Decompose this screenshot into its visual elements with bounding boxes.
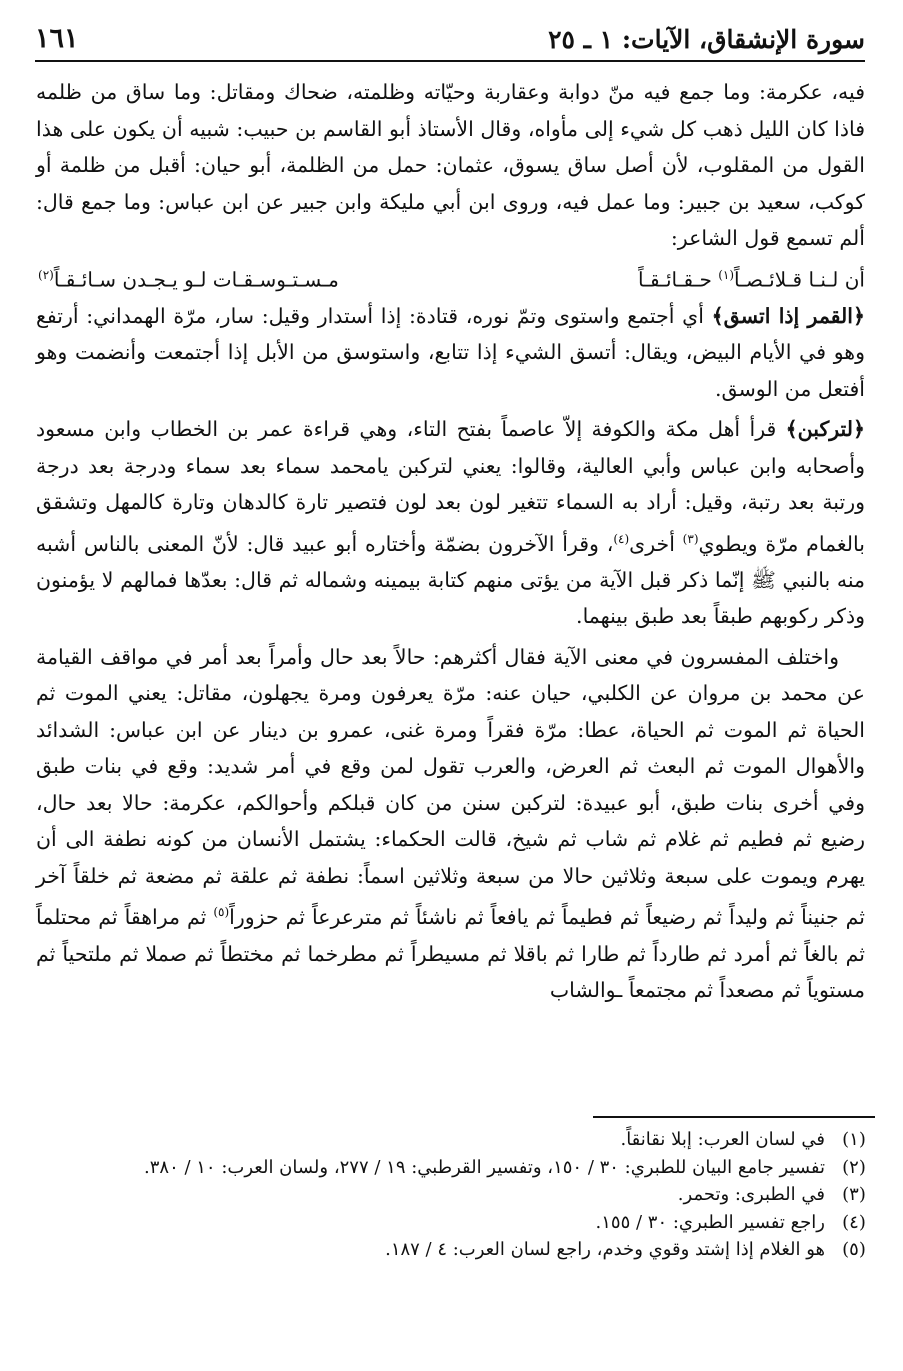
paragraph-2: ﴿القمر إذا اتسق﴾ أي أجتمع واستوى وتمّ نوره، قتادة: إذا أستدار وقيل: سار، مرّة الهمداني: أرتفع وهو في الأيام البيض، ويقال: أتسق الشيء إذا تتابع، واستوسق من الأبل إذا أجتمعت وأنضمت وهو أفتعل من الوسق. [36, 303, 866, 401]
poetry-verse [36, 257, 865, 298]
footnote: (٥) هو الغلام إذا إشتد وقوي وخدم، راجع لسان العرب: ٤ / ١٨٧. [385, 1239, 866, 1260]
footnote-ref-2[interactable]: (٢) [38, 267, 54, 282]
running-title: سورة الإنشقاق، الآيات: ١ ـ ٢٥ [548, 25, 865, 54]
verse-hemistich-right: أن لـنـا قـلائـصـاً$^{(١)}$ حـقـائـقـاً [638, 267, 865, 292]
footnote: (٣) في الطبرى: وتحمر. [677, 1184, 866, 1205]
footnote-ref-1[interactable]: (١) [718, 267, 735, 282]
paragraph-1: فيه، عكرمة: وما جمع فيه منّ دوابة وعقاربة وحيّاته وظلمته، ضحاك ومقاتل: وما ساق من ظلمه فاذا كان الليل ذهب كل شيء إلى مأواه، وقال الأستاذ أبو القاسم بن حبيب: شبيه أن يكون على هذا القول من المقلوب، لأن أصل ساق يسوق، عثمان: حمل من الظلمة، أبو حيان: أقبل من ظلمة أو كوكب، سعيد بن جبير: وما عمل فيه، وروى ابن أبي مليكة وابن جبير عن ابن عباس: وما جمع قال: ألم تسمع قول الشاعر: [36, 80, 865, 250]
main-text [36, 74, 865, 1009]
page-number: ١٦١ [35, 23, 79, 54]
quran-phrase: ﴿لتركبن﴾ [785, 417, 865, 442]
paragraph-4: واختلف المفسرون في معنى الآية فقال أكثرهم: حالاً بعد حال وأمراً بعد أمر في مواقف القيامة عن محمد بن مروان عن الكلبي، حيان عنه: مرّة يعرفون ومرة يجهلون، مقاتل: يعني الموت ثم الحياة ثم الموت ثم الحياة، عطا: مرّة فقراً ومرة غنى، عمرو بن دينار عن ابن عباس: الشدائد والأهوال الموت ثم البعث ثم العرض، والعرب تقول لمن وقع في أمر شديد: وقع في بنات طبق وفي أخرى بنات طبق، أبو عبيدة: لتركبن سنن من كان قبلكم وأحوالكم، عكرمة: حالا بعد حال، رضيع ثم فطيم ثم غلام ثم شاب ثم شيخ، قالت الحكماء: يشتمل الأنسان من كونه نطفة الى أن يهرم ويموت على سبعة وثلاثين حالا من سبعة وثلاثين اسماً: نطفة ثم علقة ثم مضعة ثم خلقاً آخر ثم جنيناً ثم وليداً ثم رضيعاً ثم فطيماً ثم يافعاً ثم ناشئاً ثم مترعرعاً ثم حزوراً$^{(٥)}$ ثم مراهقاً ثم محتلماً ثم بالغاً ثم أمرد ثم طارداً ثم طارا ثم باقلا ثم مسيطراً ثم مطرخما ثم مختطاً ثم صملا ثم ملتحياً ثم مستوياً ثم مصعداً ثم مجتمعاً ـوالشاب [36, 644, 865, 1003]
footnote-ref-5[interactable]: (٥) [213, 905, 230, 920]
quran-phrase: ﴿القمر إذا اتسق﴾ [711, 303, 866, 328]
footnote: (٤) راجع تفسير الطبري: ٣٠ / ١٥٥. [595, 1211, 866, 1233]
paragraph-3: ﴿لتركبن﴾ قرأ أهل مكة والكوفة إلاّ عاصماً بفتح التاء، وهي قراءة عمر بن الخطاب وابن مسعود وأصحابه وابن عباس وأبي العالية، وقالوا: يعني لتركبن يامحمد سماء بعد سماء ودرجة بعد درجة ورتبة بعد رتبة، وقيل: أراد به السماء تتغير لون بعد لون فتصير تارة كالدهان وتارة كالمهل وتشقق بالغمام مرّة ويطوي$^{(٣)}$ أخرى$^{(٤)}$، وقرأ الآخرون بضمّة وأختاره أبو عبيد قال: لأنّ المعنى بالناس أشبه منه بالنبي ﷺ إنّما ذكر قبل الآية من يؤتى منهم كتابة بيمينه وشماله ثم قال: بعدّها فمالهم لا يؤمنون وذكر ركوبهم طبقاً بعد طبق بينهما. [36, 417, 865, 629]
verse-hemistich-left: مـسـتـوسـقـات لـو يـجـدن سـائـقـاً$^{(٢)}$ [38, 267, 339, 292]
footnote: (٢) تفسير جامع البيان للطبري: ٣٠ / ١٥٠، وتفسير القرطبي: ١٩ / ٢٧٧، ولسان العرب: ١٠ / ٣٨٠. [144, 1156, 866, 1178]
footnote-separator [593, 1116, 875, 1118]
page-header [35, 12, 865, 62]
footnote: (١) في لسان العرب: إبلا نقانقاً. [620, 1129, 866, 1150]
footnote-ref-4[interactable]: (٤) [613, 531, 630, 546]
footnotes [60, 1126, 871, 1264]
footnote-ref-3[interactable]: (٣) [682, 531, 699, 546]
